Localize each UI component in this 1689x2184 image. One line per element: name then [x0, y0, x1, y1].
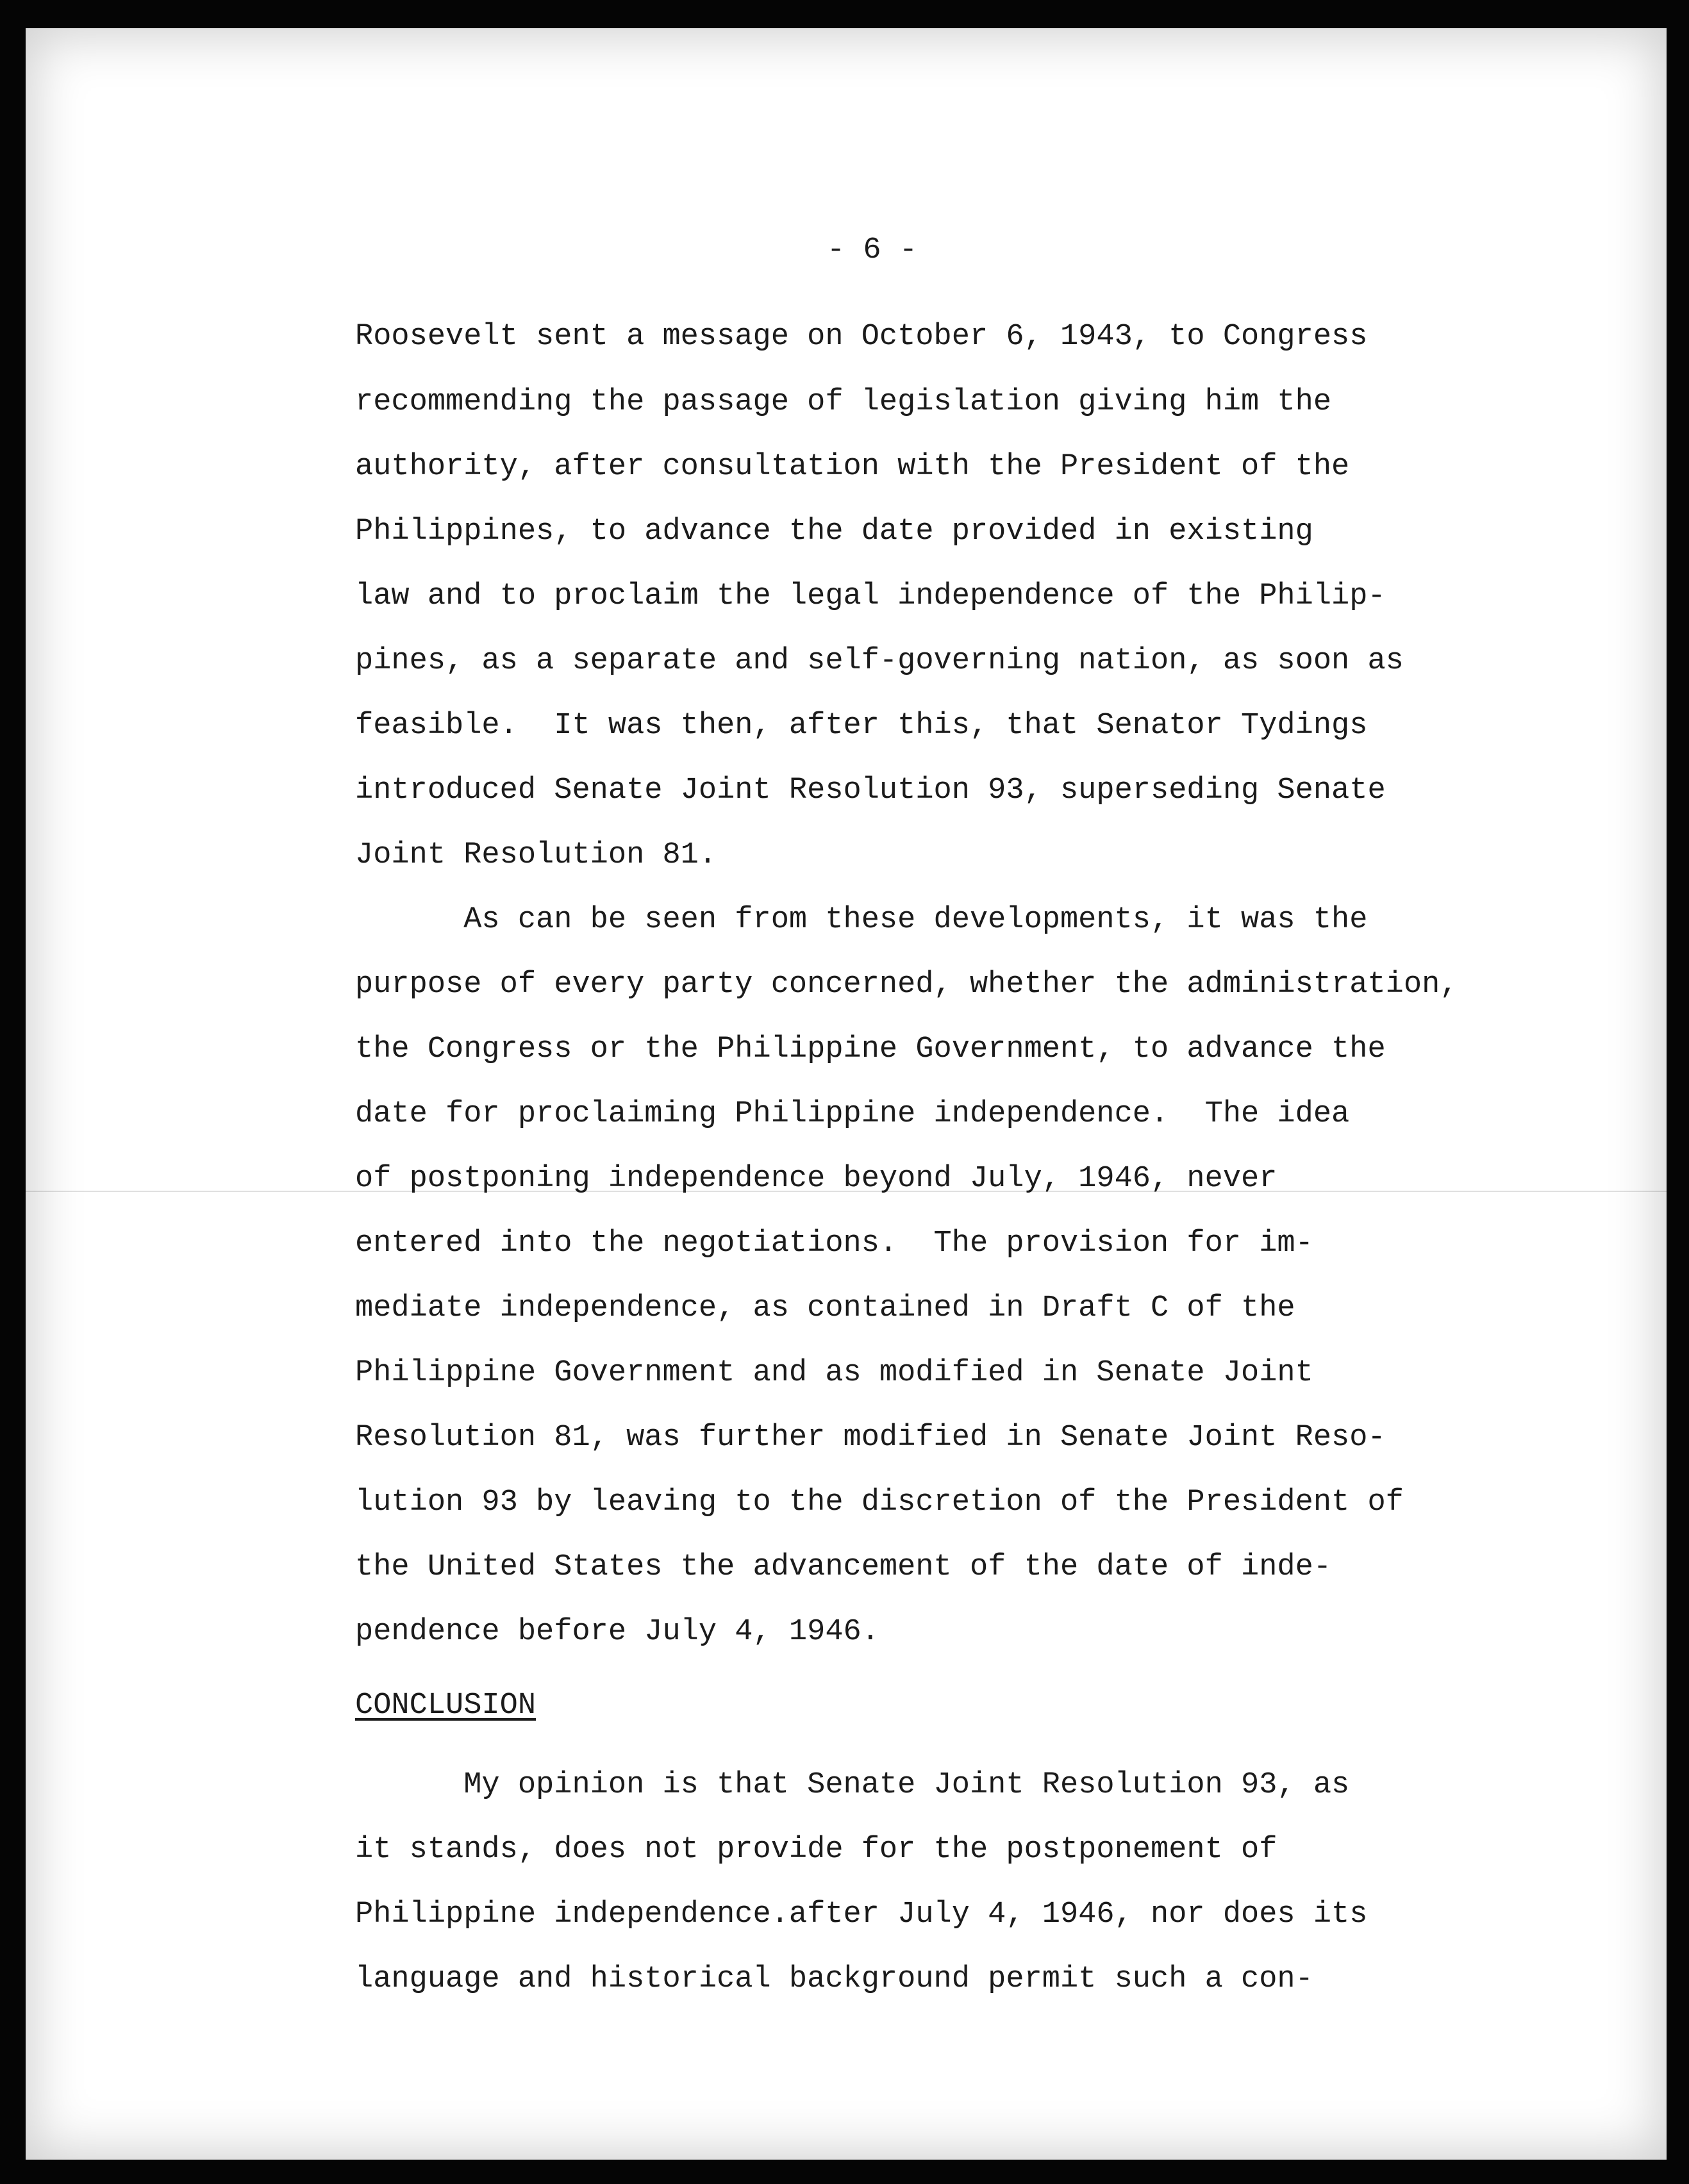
text-line: lution 93 by leaving to the discretion of the President of — [355, 1485, 1404, 1519]
text-line: of postponing independence beyond July, 1946, never — [355, 1162, 1277, 1196]
text-line: language and historical background permit such a con- — [355, 1962, 1313, 1996]
text-line: feasible. It was then, after this, that Senator Tydings — [355, 709, 1368, 743]
text-line: Resolution 81, was further modified in Senate Joint Reso- — [355, 1421, 1386, 1455]
text-line: Roosevelt sent a message on October 6, 1943, to Congress — [355, 320, 1368, 354]
text-line: mediate independence, as contained in Draft C of the — [355, 1291, 1295, 1325]
text-line: the United States the advancement of the date of inde- — [355, 1550, 1332, 1584]
text-line: entered into the negotiations. The provision for im- — [355, 1227, 1313, 1261]
text-line: Philippines, to advance the date provided in existing — [355, 515, 1313, 549]
page-number: - 6 - — [827, 233, 918, 267]
text-line: Philippine independence.after July 4, 1946, nor does its — [355, 1898, 1368, 1932]
text-line: As can be seen from these developments, it was the — [355, 903, 1368, 937]
text-line: My opinion is that Senate Joint Resolution 93, as — [355, 1768, 1350, 1802]
text-line: authority, after consultation with the President of the — [355, 450, 1350, 484]
text-line: law and to proclaim the legal independence of the Philip- — [355, 579, 1386, 613]
conclusion-heading: CONCLUSION — [355, 1689, 537, 1723]
text-line: purpose of every party concerned, whether the administration, — [355, 968, 1458, 1002]
text-line: introduced Senate Joint Resolution 93, superseding Senate — [355, 774, 1386, 807]
text-line: pendence before July 4, 1946. — [355, 1615, 879, 1649]
text-line: recommending the passage of legislation giving him the — [355, 385, 1332, 419]
text-line: the Congress or the Philippine Government, to advance the — [355, 1032, 1386, 1066]
text-line: pines, as a separate and self-governing nation, as soon as — [355, 644, 1404, 678]
text-line: it stands, does not provide for the postponement of — [355, 1833, 1277, 1867]
text-line: date for proclaiming Philippine independence. The idea — [355, 1097, 1350, 1131]
text-line: Philippine Government and as modified in Senate Joint — [355, 1356, 1313, 1390]
document-page — [26, 28, 1667, 2160]
text-line: Joint Resolution 81. — [355, 838, 717, 872]
